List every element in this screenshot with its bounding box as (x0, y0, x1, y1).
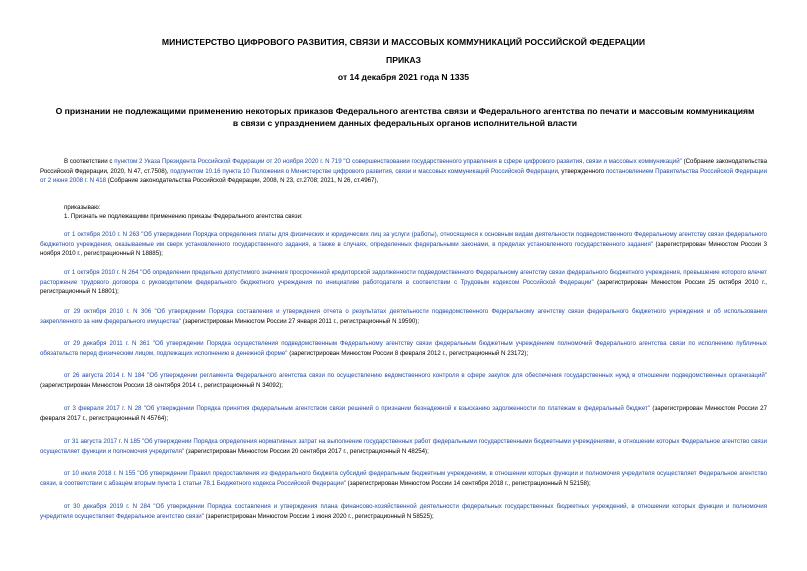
preamble-paragraph: В соответствии с пунктом 2 Указа Президента Российской Федерации от 20 ноября 2020 г. N 719 "О совершенствовании государственного управления в сфере цифрового развития, связи и массовых коммуникаций" (Собрание законодательства Российской Федерации, 2020, N 47, ст.7508), подпунктом 10.16 пункта 10 Положения о Министерстве цифрового развития, связи и массовых коммуникаций Российской Федерации, утвержденного постановлением Правительства Российской Федерации от 2 июня 2008 г. N 418 (Собрание законодательства Российской Федерации, 2008, N 23, ст.2708; 2021, N 26, ст.4967), (40, 158, 767, 185)
preamble-link-decree[interactable]: пунктом 2 Указа Президента Российской Федерации от 20 ноября 2020 г. N 719 "О совершенствовании государственного управления в сфере цифрового развития, связи и массовых коммуникаций" (114, 158, 682, 165)
preamble-link-regulation[interactable]: подпунктом 10.16 пункта 10 Положения о Министерстве цифрового развития, связи и массовых коммуникаций Российской Федерации (170, 167, 558, 175)
order-item: от 10 июля 2018 г. N 155 "Об утверждении Правил предоставления из федерального бюджета субсидий федеральным бюджетным учреждениям, в отношении которых функции и полномочия учредителя осуществляет Федеральное агентство связи, в соответствии с абзацем вторым пункта 1 статьи 78.1 Бюджетного кодекса Российской Федерации" (зарегистрирован Минюстом России 14 сентября 2018 г., регистрационный N 52158); (40, 470, 767, 487)
order-link[interactable]: от 31 августа 2017 г. N 185 "Об утверждении Порядка определения нормативных затрат на выполнение государственных работ федеральными государственными бюджетными учреждениями, в отношении которых Федеральное агентство связи осуществляет функции и полномочия учредителя" (40, 438, 767, 455)
order-item: от 30 декабря 2019 г. N 284 "Об утверждении Порядка составления и утверждения плана финансово-хозяйственной деятельности федеральных государственных бюджетных учреждений, в отношении которых функции и полномочия учредителя осуществляет Федеральное агентство связи" (зарегистрирован Минюстом России 1 июня 2020 г., регистрационный N 58525); (40, 503, 767, 520)
order-link[interactable]: от 30 декабря 2019 г. N 284 "Об утверждении Порядка составления и утверждения плана финансово-хозяйственной деятельности федеральных государственных бюджетных учреждений, в отношении которых функции и полномочия учредителя осуществляет Федеральное агентство связи" (40, 503, 767, 520)
order-link[interactable]: от 1 октября 2010 г. N 263 "Об утверждении Порядка определения платы для физических и юридических лиц за услуги (работы), относящиеся к основным видам деятельности подведомственного Федеральному агентству связи федерального бюджетного учреждения, оказываемые им сверх установленного государственного задания, а также в случаях, определенных федеральными законами, в пределах установленного государственного задания" (40, 231, 767, 248)
order-link[interactable]: от 29 декабря 2011 г. N 361 "Об утверждении Порядка осуществления подведомственным Федеральному агентству связи федеральным бюджетным учреждением полномочий Федерального агентства связи по исполнению публичных обязательств перед физическим лицом, подлежащих исполнению в денежной форме" (40, 340, 767, 357)
order-item: от 29 октября 2010 г. N 306 "Об утверждении Порядка составления и утверждения отчета о результатах деятельности подведомственного Федеральному агентству связи федерального бюджетного учреждения и об использовании закрепленного за ним федерального имущества" (зарегистрирован Минюстом России 27 января 2011 г., регистрационный N 19590); (40, 308, 767, 325)
ministry-heading: МИНИСТЕРСТВО ЦИФРОВОГО РАЗВИТИЯ, СВЯЗИ И МАССОВЫХ КОММУНИКАЦИЙ РОССИЙСКОЙ ФЕДЕРАЦИИ (161, 37, 646, 47)
preamble-link-resolution[interactable]: постановлением Правительства Российской Федерации от 2 июня 2008 г. N 418 (40, 167, 767, 185)
order-word: приказываю: (64, 204, 101, 211)
order-link[interactable]: от 1 октября 2010 г. N 264 "Об определении предельно допустимого значения просроченной кредиторской задолженности подведомственного Федеральному агентству связи федерального бюджетного учреждения, превышение которого влечет расторжение трудового договора с руководителем федерального бюджетного учреждения по инициативе работодателя в соответствии с Трудовым кодексом Российской Федерации" (40, 269, 767, 286)
item-1-text: 1. Признать не подлежащими применению приказы Федерального агентства связи: (64, 213, 303, 220)
order-link[interactable]: от 29 октября 2010 г. N 306 "Об утверждении Порядка составления и утверждения отчета о результатах деятельности подведомственного Федеральному агентству связи федерального бюджетного учреждения и об использовании закрепленного за ним федерального имущества" (40, 308, 767, 325)
order-item: от 3 февраля 2017 г. N 28 "Об утверждении Порядка принятия федеральным агентством связи решений о признании безнадежной к взысканию задолженности по платежам в федеральный бюджет" (зарегистрирован Минюстом России 27 февраля 2017 г., регистрационный N 45764); (40, 405, 767, 422)
order-item: от 1 октября 2010 г. N 263 "Об утверждении Порядка определения платы для физических и юридических лиц за услуги (работы), относящиеся к основным видам деятельности подведомственного Федеральному агентству связи федерального бюджетного учреждения, оказываемые им сверх установленного государственного задания, а также в случаях, определенных федеральными законами, в пределах установленного государственного задания" (зарегистрирован Минюстом России 3 ноября 2010 г., регистрационный N 18885); (40, 231, 767, 258)
doc-type-heading: ПРИКАЗ (386, 55, 421, 65)
date-number-heading: от 14 декабря 2021 года N 1335 (337, 72, 470, 82)
order-item: от 1 октября 2010 г. N 264 "Об определении предельно допустимого значения просроченной кредиторской задолженности подведомственного Федеральному агентству связи федерального бюджетного учреждения, превышение которого влечет расторжение трудового договора с руководителем федерального бюджетного учреждения по инициативе работодателя в соответствии с Трудовым кодексом Российской Федерации" (зарегистрирован Минюстом России 25 октября 2010 г., регистрационный N 18801); (40, 269, 767, 296)
order-item: от 31 августа 2017 г. N 185 "Об утверждении Порядка определения нормативных затрат на выполнение государственных работ федеральными государственными бюджетными учреждениями, в отношении которых Федеральное агентство связи осуществляет функции и полномочия учредителя" (зарегистрирован Минюстом России 20 сентября 2017 г., регистрационный N 48254); (40, 438, 767, 455)
order-link[interactable]: от 26 августа 2014 г. N 184 "Об утверждении регламента Федерального агентства связи по осуществлению ведомственного контроля в сфере закупок для обеспечения государственных нужд в отношении подведомственных организаций" (64, 372, 767, 379)
order-link[interactable]: от 10 июля 2018 г. N 155 "Об утверждении Правил предоставления из федерального бюджета субсидий федеральным бюджетным учреждениям, в отношении которых функции и полномочия учредителя осуществляет Федеральное агентство связи, в соответствии с абзацем вторым пункта 1 статьи 78.1 Бюджетного кодекса Российской Федерации" (40, 470, 767, 487)
order-link[interactable]: от 3 февраля 2017 г. N 28 "Об утверждении Порядка принятия федеральным агентством связи решений о признании безнадежной к взысканию задолженности по платежам в федеральный бюджет" (64, 405, 651, 412)
order-item: от 26 августа 2014 г. N 184 "Об утверждении регламента Федерального агентства связи по осуществлению ведомственного контроля в сфере закупок для обеспечения государственных нужд в отношении подведомственных организаций" (зарегистрирован Минюстом России 18 сентября 2014 г., регистрационный N 34092); (40, 372, 767, 389)
order-item: от 29 декабря 2011 г. N 361 "Об утверждении Порядка осуществления подведомственным Федеральному агентству связи федеральным бюджетным учреждением полномочий Федерального агентства связи по исполнению публичных обязательств перед физическим лицом, подлежащих исполнению в денежной форме" (зарегистрирован Минюстом России 8 февраля 2012 г., регистрационный N 23172); (40, 340, 767, 357)
document-title: О признании не подлежащими применению некоторых приказов Федерального агентства связи и Федерального агентства по печати и массовым коммуникациям в связи с упразднением данных федеральных органов исполнительной власти (55, 106, 755, 128)
